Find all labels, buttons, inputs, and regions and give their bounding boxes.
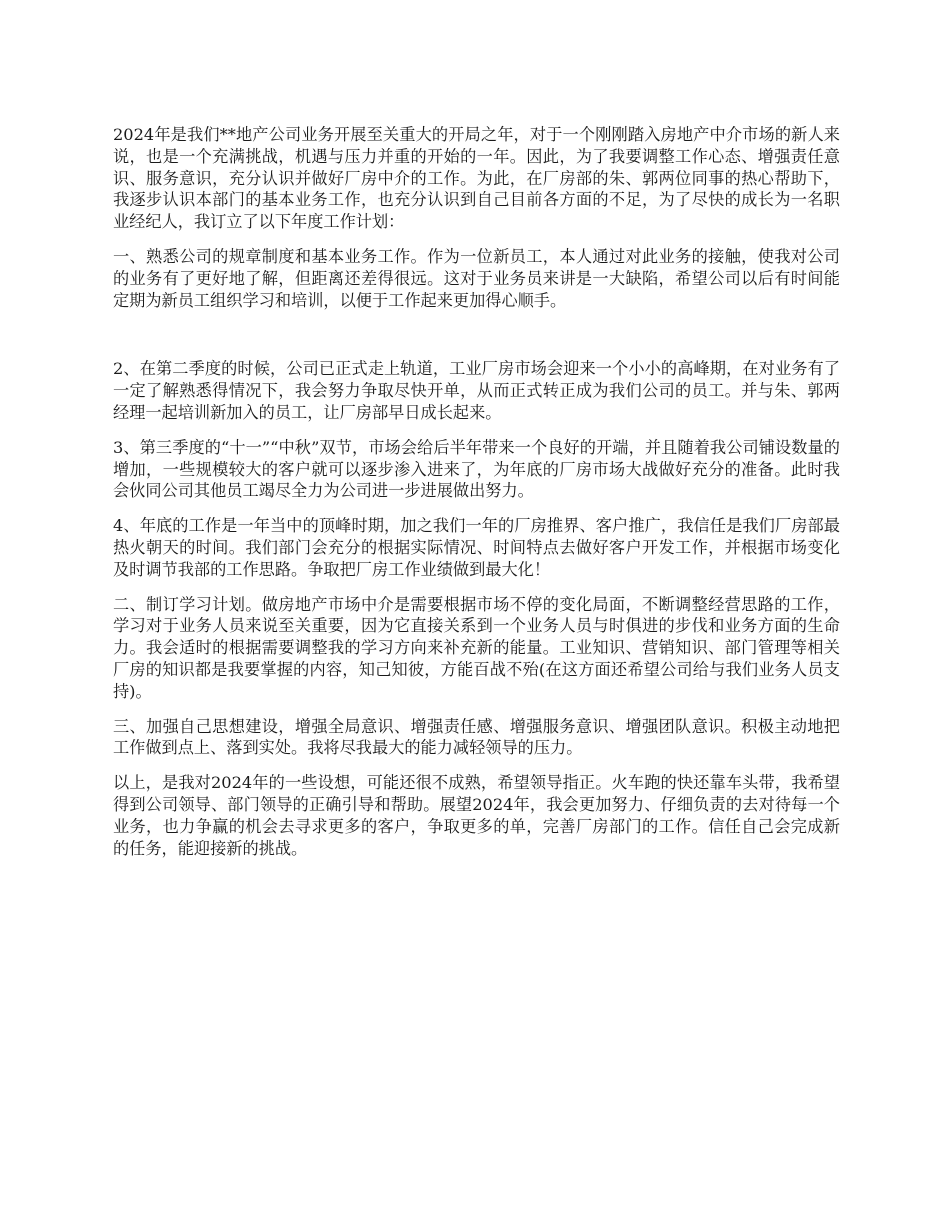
paragraph-item-two: 2、在第二季度的时候，公司已正式走上轨道，工业厂房市场会迎来一个小小的高峰期，在对业务有了一定了解熟悉得情况下，我会努力争取尽快开单，从而正式转正成为我们公司的员工。并与朱、郭两经理一起培训新加入的员工，让厂房部早日成长起来。 xyxy=(113,359,840,422)
document-body xyxy=(113,124,840,872)
paragraph-conclusion: 以上，是我对2024年的一些设想，可能还很不成熟，希望领导指正。火车跑的快还靠车头带，我希望得到公司领导、部门领导的正确引导和帮助。展望2024年，我会更加努力、仔细负责的去对待每一个业务，也力争赢的机会去寻求更多的客户，争取更多的单，完善厂房部门的工作。信任自己会完成新的任务，能迎接新的挑战。 xyxy=(113,773,840,858)
paragraph-intro: 2024年是我们**地产公司业务开展至关重大的开局之年，对于一个刚刚踏入房地产中介市场的新人来说，也是一个充满挑战，机遇与压力并重的开始的一年。因此，为了我要调整工作心态、增强责任意识、服务意识，充分认识并做好厂房中介的工作。为此，在厂房部的朱、郭两位同事的热心帮助下，我逐步认识本部门的基本业务工作，也充分认识到自己目前各方面的不足，为了尽快的成长为一名职业经纪人，我订立了以下年度工作计划： xyxy=(113,125,840,232)
paragraph-item-four: 4、年底的工作是一年当中的顶峰时期，加之我们一年的厂房推界、客户推广，我信任是我们厂房部最热火朝天的时间。我们部门会充分的根据实际情况、时间特点去做好客户开发工作，并根据市场变化及时调节我部的工作思路。争取把厂房工作业绩做到最大化！ xyxy=(113,516,840,579)
paragraph-section-two: 二、制订学习计划。做房地产市场中介是需要根据市场不停的变化局面，不断调整经营思路的工作，学习对于业务人员来说至关重要，因为它直接关系到一个业务人员与时俱进的步伐和业务方面的生命力。我会适时的根据需要调整我的学习方向来补充新的能量。工业知识、营销知识、部门管理等相关厂房的知识都是我要掌握的内容，知己知彼，方能百战不殆(在这方面还希望公司给与我们业务人员支持)。 xyxy=(113,594,840,701)
paragraph-section-three: 三、加强自己思想建设，增强全局意识、增强责任感、增强服务意识、增强团队意识。积极主动地把工作做到点上、落到实处。我将尽我最大的能力减轻领导的压力。 xyxy=(113,716,840,758)
paragraph-section-one: 一、熟悉公司的规章制度和基本业务工作。作为一位新员工，本人通过对此业务的接触，使我对公司的业务有了更好地了解，但距离还差得很远。这对于业务员来讲是一大缺陷，希望公司以后有时间能定期为新员工组织学习和培训，以便于工作起来更加得心顺手。 xyxy=(113,246,840,310)
paragraph-item-three: 3、第三季度的“十一”“中秋”双节，市场会给后半年带来一个良好的开端，并且随着我公司铺设数量的增加，一些规模较大的客户就可以逐步渗入进来了，为年底的厂房市场大战做好充分的准备。此时我会伙同公司其他员工竭尽全力为公司进一步进展做出努力。 xyxy=(113,437,840,501)
